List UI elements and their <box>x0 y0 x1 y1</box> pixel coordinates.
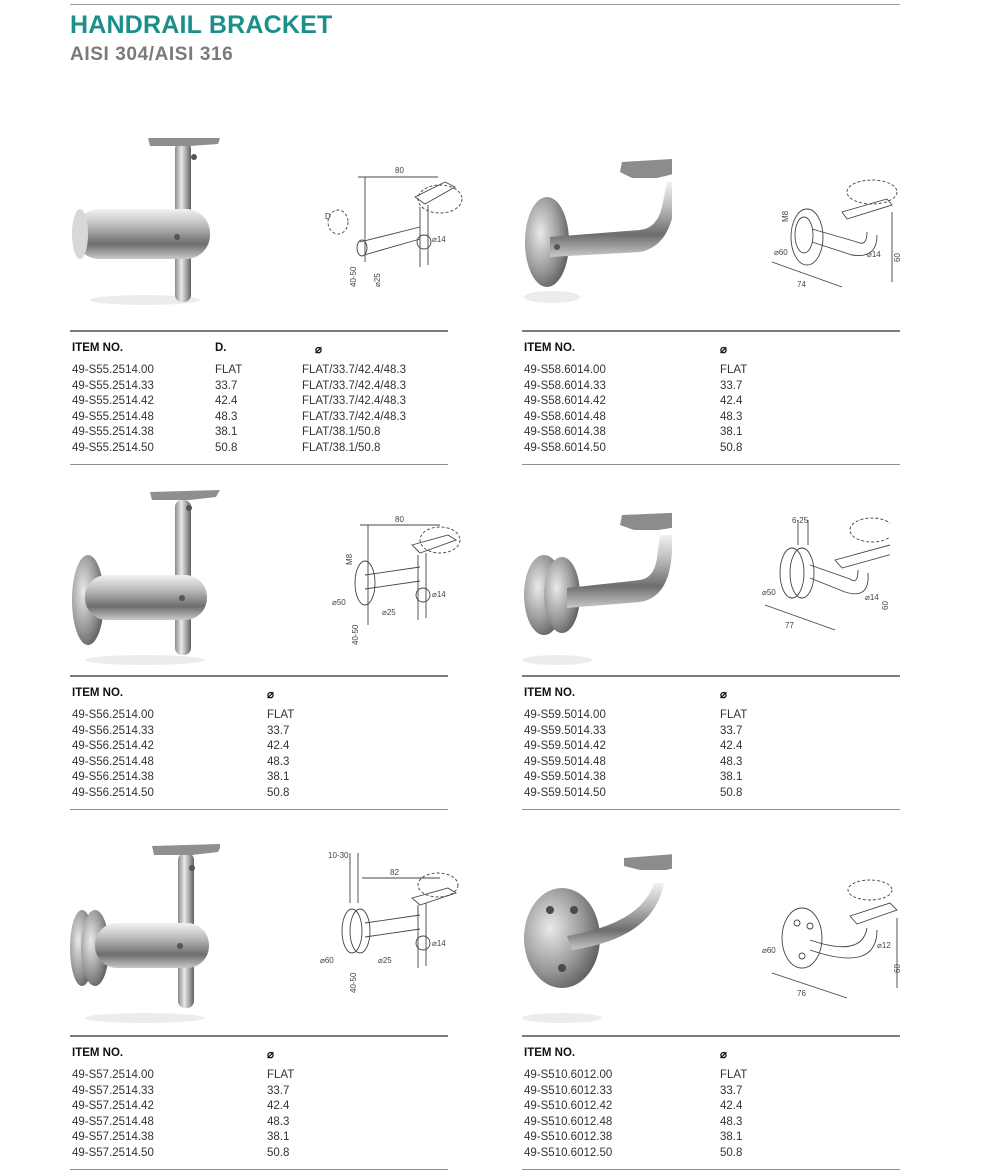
dim-label: 60 <box>893 964 902 973</box>
diameter-cell: FLAT/33.7/42.4/48.3 <box>302 379 406 392</box>
table-row <box>522 740 900 756</box>
dim-label: 80 <box>395 515 404 524</box>
item-number-cell: 49-S56.2514.48 <box>72 755 154 768</box>
diameter-cell: 38.1 <box>720 1131 743 1144</box>
bracket-photo-s59 <box>522 480 672 665</box>
technical-drawing-s56 <box>320 505 470 655</box>
table-top-rule <box>522 330 900 332</box>
dimension-cell: 50.8 <box>215 441 238 454</box>
diameter-cell: 38.1 <box>720 771 743 784</box>
item-number-cell: 49-S56.2514.50 <box>72 786 154 799</box>
diameter-cell: 33.7 <box>720 1084 743 1097</box>
dimension-cell: 42.4 <box>215 395 238 408</box>
technical-drawing-s58 <box>752 167 902 317</box>
col-header-diameter: ⌀ <box>267 1049 274 1061</box>
item-number-cell: 49-S59.5014.50 <box>524 786 606 799</box>
technical-drawing-s59 <box>740 515 890 665</box>
dim-label: ⌀50 <box>762 588 776 597</box>
table-row <box>70 1131 448 1147</box>
table-row <box>70 426 448 442</box>
dim-label: 40-50 <box>349 266 358 287</box>
dimension-cell: 48.3 <box>215 410 238 423</box>
diameter-cell: 50.8 <box>267 1146 290 1159</box>
item-number-cell: 49-S59.5014.38 <box>524 771 606 784</box>
diameter-cell: FLAT <box>720 1069 748 1081</box>
table-top-rule <box>70 330 448 332</box>
table-row <box>522 1131 900 1147</box>
diameter-cell: FLAT <box>267 1069 295 1081</box>
item-number-cell: 49-S55.2514.33 <box>72 379 154 392</box>
dimension-cell: 33.7 <box>215 379 238 392</box>
dim-label: 82 <box>390 868 399 877</box>
table-row <box>70 709 448 725</box>
table-top-rule <box>522 675 900 677</box>
table-top-rule <box>70 1035 448 1037</box>
item-number-cell: 49-S58.6014.50 <box>524 441 606 454</box>
dim-label: ⌀12 <box>877 941 891 950</box>
diameter-cell: FLAT/33.7/42.4/48.3 <box>302 395 406 408</box>
diameter-cell: FLAT/33.7/42.4/48.3 <box>302 364 406 376</box>
table-row <box>70 1147 448 1163</box>
diameter-cell: 48.3 <box>267 755 290 768</box>
table-row <box>70 1069 448 1085</box>
top-rule <box>70 4 900 5</box>
technical-drawing-s55 <box>320 147 470 297</box>
diameter-cell: FLAT <box>720 709 748 721</box>
table-row <box>522 411 900 427</box>
dim-label: ⌀60 <box>762 946 776 955</box>
col-header-item-no: ITEM NO. <box>524 1047 576 1059</box>
diameter-cell: 38.1 <box>267 771 290 784</box>
table-row <box>522 364 900 380</box>
table-bottom-rule <box>70 1169 448 1170</box>
diameter-cell: FLAT <box>720 364 748 376</box>
table-row <box>522 725 900 741</box>
table-row <box>70 725 448 741</box>
item-number-cell: 49-S59.5014.48 <box>524 755 606 768</box>
diameter-cell: 33.7 <box>267 724 290 737</box>
table-row <box>70 1116 448 1132</box>
item-number-cell: 49-S59.5014.00 <box>524 709 606 721</box>
table-row <box>522 380 900 396</box>
table-bottom-rule <box>70 464 448 465</box>
diameter-cell: 42.4 <box>720 395 743 408</box>
diameter-cell: FLAT/38.1/50.8 <box>302 441 381 454</box>
diameter-cell: 33.7 <box>267 1084 290 1097</box>
item-number-cell: 49-S55.2514.38 <box>72 426 154 439</box>
diameter-cell: 42.4 <box>720 740 743 753</box>
item-number-cell: 49-S59.5014.42 <box>524 740 606 753</box>
item-number-cell: 49-S58.6014.38 <box>524 426 606 439</box>
col-header-diameter: ⌀ <box>267 689 274 701</box>
dimension-cell: 38.1 <box>215 426 238 439</box>
col-header-diameter: ⌀ <box>720 344 727 356</box>
technical-drawing-s57 <box>320 843 470 993</box>
table-row <box>70 364 448 380</box>
diameter-cell: 48.3 <box>720 1115 743 1128</box>
spec-table-s58 <box>522 330 900 465</box>
table-row <box>70 756 448 772</box>
col-header-item-no: ITEM NO. <box>72 1047 124 1059</box>
dim-label: D <box>325 212 331 221</box>
diameter-cell: 50.8 <box>720 441 743 454</box>
item-number-cell: 49-S57.2514.38 <box>72 1131 154 1144</box>
bracket-photo-s58 <box>522 122 672 307</box>
spec-table-s56 <box>70 675 448 810</box>
item-number-cell: 49-S59.5014.33 <box>524 724 606 737</box>
spec-table-s59 <box>522 675 900 810</box>
diameter-cell: 48.3 <box>720 755 743 768</box>
item-number-cell: 49-S510.6012.38 <box>524 1131 613 1144</box>
col-header-item-no: ITEM NO. <box>72 342 124 354</box>
dim-label: 60 <box>881 601 890 610</box>
dim-label: ⌀14 <box>432 590 446 599</box>
diameter-cell: 38.1 <box>720 426 743 439</box>
item-number-cell: 49-S57.2514.33 <box>72 1084 154 1097</box>
table-bottom-rule <box>70 809 448 810</box>
dim-label: ⌀14 <box>432 939 446 948</box>
diameter-cell: 50.8 <box>720 786 743 799</box>
item-number-cell: 49-S56.2514.33 <box>72 724 154 737</box>
dim-label: 10-30 <box>328 851 349 860</box>
table-row <box>522 1100 900 1116</box>
bracket-photo-s55 <box>70 122 220 307</box>
table-row <box>70 411 448 427</box>
diameter-cell: FLAT/38.1/50.8 <box>302 426 381 439</box>
diameter-cell: 38.1 <box>267 1131 290 1144</box>
diameter-cell: 42.4 <box>267 1100 290 1113</box>
table-row <box>522 787 900 803</box>
item-number-cell: 49-S510.6012.00 <box>524 1069 613 1081</box>
item-number-cell: 49-S56.2514.00 <box>72 709 154 721</box>
diameter-cell: 42.4 <box>720 1100 743 1113</box>
dim-label: ⌀25 <box>378 956 392 965</box>
item-number-cell: 49-S55.2514.00 <box>72 364 154 376</box>
table-row <box>522 771 900 787</box>
diameter-cell: 33.7 <box>720 724 743 737</box>
col-header-diameter: ⌀ <box>720 689 727 701</box>
dim-label: ⌀25 <box>382 608 396 617</box>
item-number-cell: 49-S58.6014.48 <box>524 410 606 423</box>
item-number-cell: 49-S57.2514.00 <box>72 1069 154 1081</box>
bracket-photo-s56 <box>70 480 220 665</box>
bracket-photo-s57 <box>70 838 220 1023</box>
dim-label: ⌀60 <box>774 248 788 257</box>
col-header-d: D. <box>215 342 227 354</box>
diameter-cell: FLAT/33.7/42.4/48.3 <box>302 410 406 423</box>
dim-label: ⌀50 <box>332 598 346 607</box>
table-row <box>70 1085 448 1101</box>
diameter-cell: 50.8 <box>267 786 290 799</box>
item-number-cell: 49-S55.2514.50 <box>72 441 154 454</box>
table-row <box>70 787 448 803</box>
col-header-item-no: ITEM NO. <box>524 342 576 354</box>
col-header-diameter: ⌀ <box>720 1049 727 1061</box>
technical-drawing-s510 <box>752 878 902 1028</box>
item-number-cell: 49-S58.6014.33 <box>524 379 606 392</box>
table-row <box>522 395 900 411</box>
table-bottom-rule <box>522 1169 900 1170</box>
table-row <box>70 442 448 458</box>
dim-label: ⌀60 <box>320 956 334 965</box>
dimension-cell: FLAT <box>215 364 243 376</box>
page-title: HANDRAIL BRACKET <box>70 11 333 39</box>
dim-label: 80 <box>395 166 404 175</box>
table-row <box>522 1069 900 1085</box>
page-subtitle: AISI 304/AISI 316 <box>70 44 234 65</box>
col-header-item-no: ITEM NO. <box>72 687 124 699</box>
table-row <box>522 1147 900 1163</box>
table-row <box>522 442 900 458</box>
spec-table-s57 <box>70 1035 448 1170</box>
item-number-cell: 49-S57.2514.42 <box>72 1100 154 1113</box>
item-number-cell: 49-S57.2514.50 <box>72 1146 154 1159</box>
item-number-cell: 49-S510.6012.48 <box>524 1115 613 1128</box>
dim-label: ⌀25 <box>373 273 382 287</box>
table-bottom-rule <box>522 809 900 810</box>
item-number-cell: 49-S510.6012.33 <box>524 1084 613 1097</box>
dim-label: ⌀14 <box>432 235 446 244</box>
item-number-cell: 49-S58.6014.42 <box>524 395 606 408</box>
diameter-cell: 50.8 <box>720 1146 743 1159</box>
table-row <box>70 380 448 396</box>
diameter-cell: FLAT <box>267 709 295 721</box>
item-number-cell: 49-S510.6012.42 <box>524 1100 613 1113</box>
dim-label: 76 <box>797 989 806 998</box>
diameter-cell: 48.3 <box>267 1115 290 1128</box>
table-row <box>522 709 900 725</box>
item-number-cell: 49-S57.2514.48 <box>72 1115 154 1128</box>
table-row <box>70 395 448 411</box>
table-row <box>522 756 900 772</box>
table-row <box>522 1085 900 1101</box>
table-top-rule <box>522 1035 900 1037</box>
spec-table-s55 <box>70 330 448 465</box>
col-header-item-no: ITEM NO. <box>524 687 576 699</box>
bracket-photo-s510 <box>522 838 672 1023</box>
table-row <box>70 1100 448 1116</box>
item-number-cell: 49-S58.6014.00 <box>524 364 606 376</box>
dim-label: 40-50 <box>351 624 360 645</box>
dim-label: 60 <box>893 253 902 262</box>
dim-label: M8 <box>345 553 354 565</box>
dim-label: ⌀14 <box>867 250 881 259</box>
table-row <box>70 740 448 756</box>
diameter-cell: 48.3 <box>720 410 743 423</box>
dim-label: 40-50 <box>349 972 358 993</box>
table-top-rule <box>70 675 448 677</box>
spec-table-s510 <box>522 1035 900 1170</box>
table-row <box>70 771 448 787</box>
item-number-cell: 49-S55.2514.48 <box>72 410 154 423</box>
diameter-cell: 33.7 <box>720 379 743 392</box>
dim-label: M8 <box>781 210 790 222</box>
item-number-cell: 49-S510.6012.50 <box>524 1146 613 1159</box>
item-number-cell: 49-S56.2514.42 <box>72 740 154 753</box>
table-bottom-rule <box>522 464 900 465</box>
table-row <box>522 426 900 442</box>
dim-label: 77 <box>785 621 794 630</box>
table-row <box>522 1116 900 1132</box>
col-header-diameter: ⌀ <box>315 344 322 356</box>
item-number-cell: 49-S56.2514.38 <box>72 771 154 784</box>
dim-label: ⌀14 <box>865 593 879 602</box>
dim-label: 74 <box>797 280 806 289</box>
dim-label: 6-25 <box>792 516 809 525</box>
item-number-cell: 49-S55.2514.42 <box>72 395 154 408</box>
diameter-cell: 42.4 <box>267 740 290 753</box>
